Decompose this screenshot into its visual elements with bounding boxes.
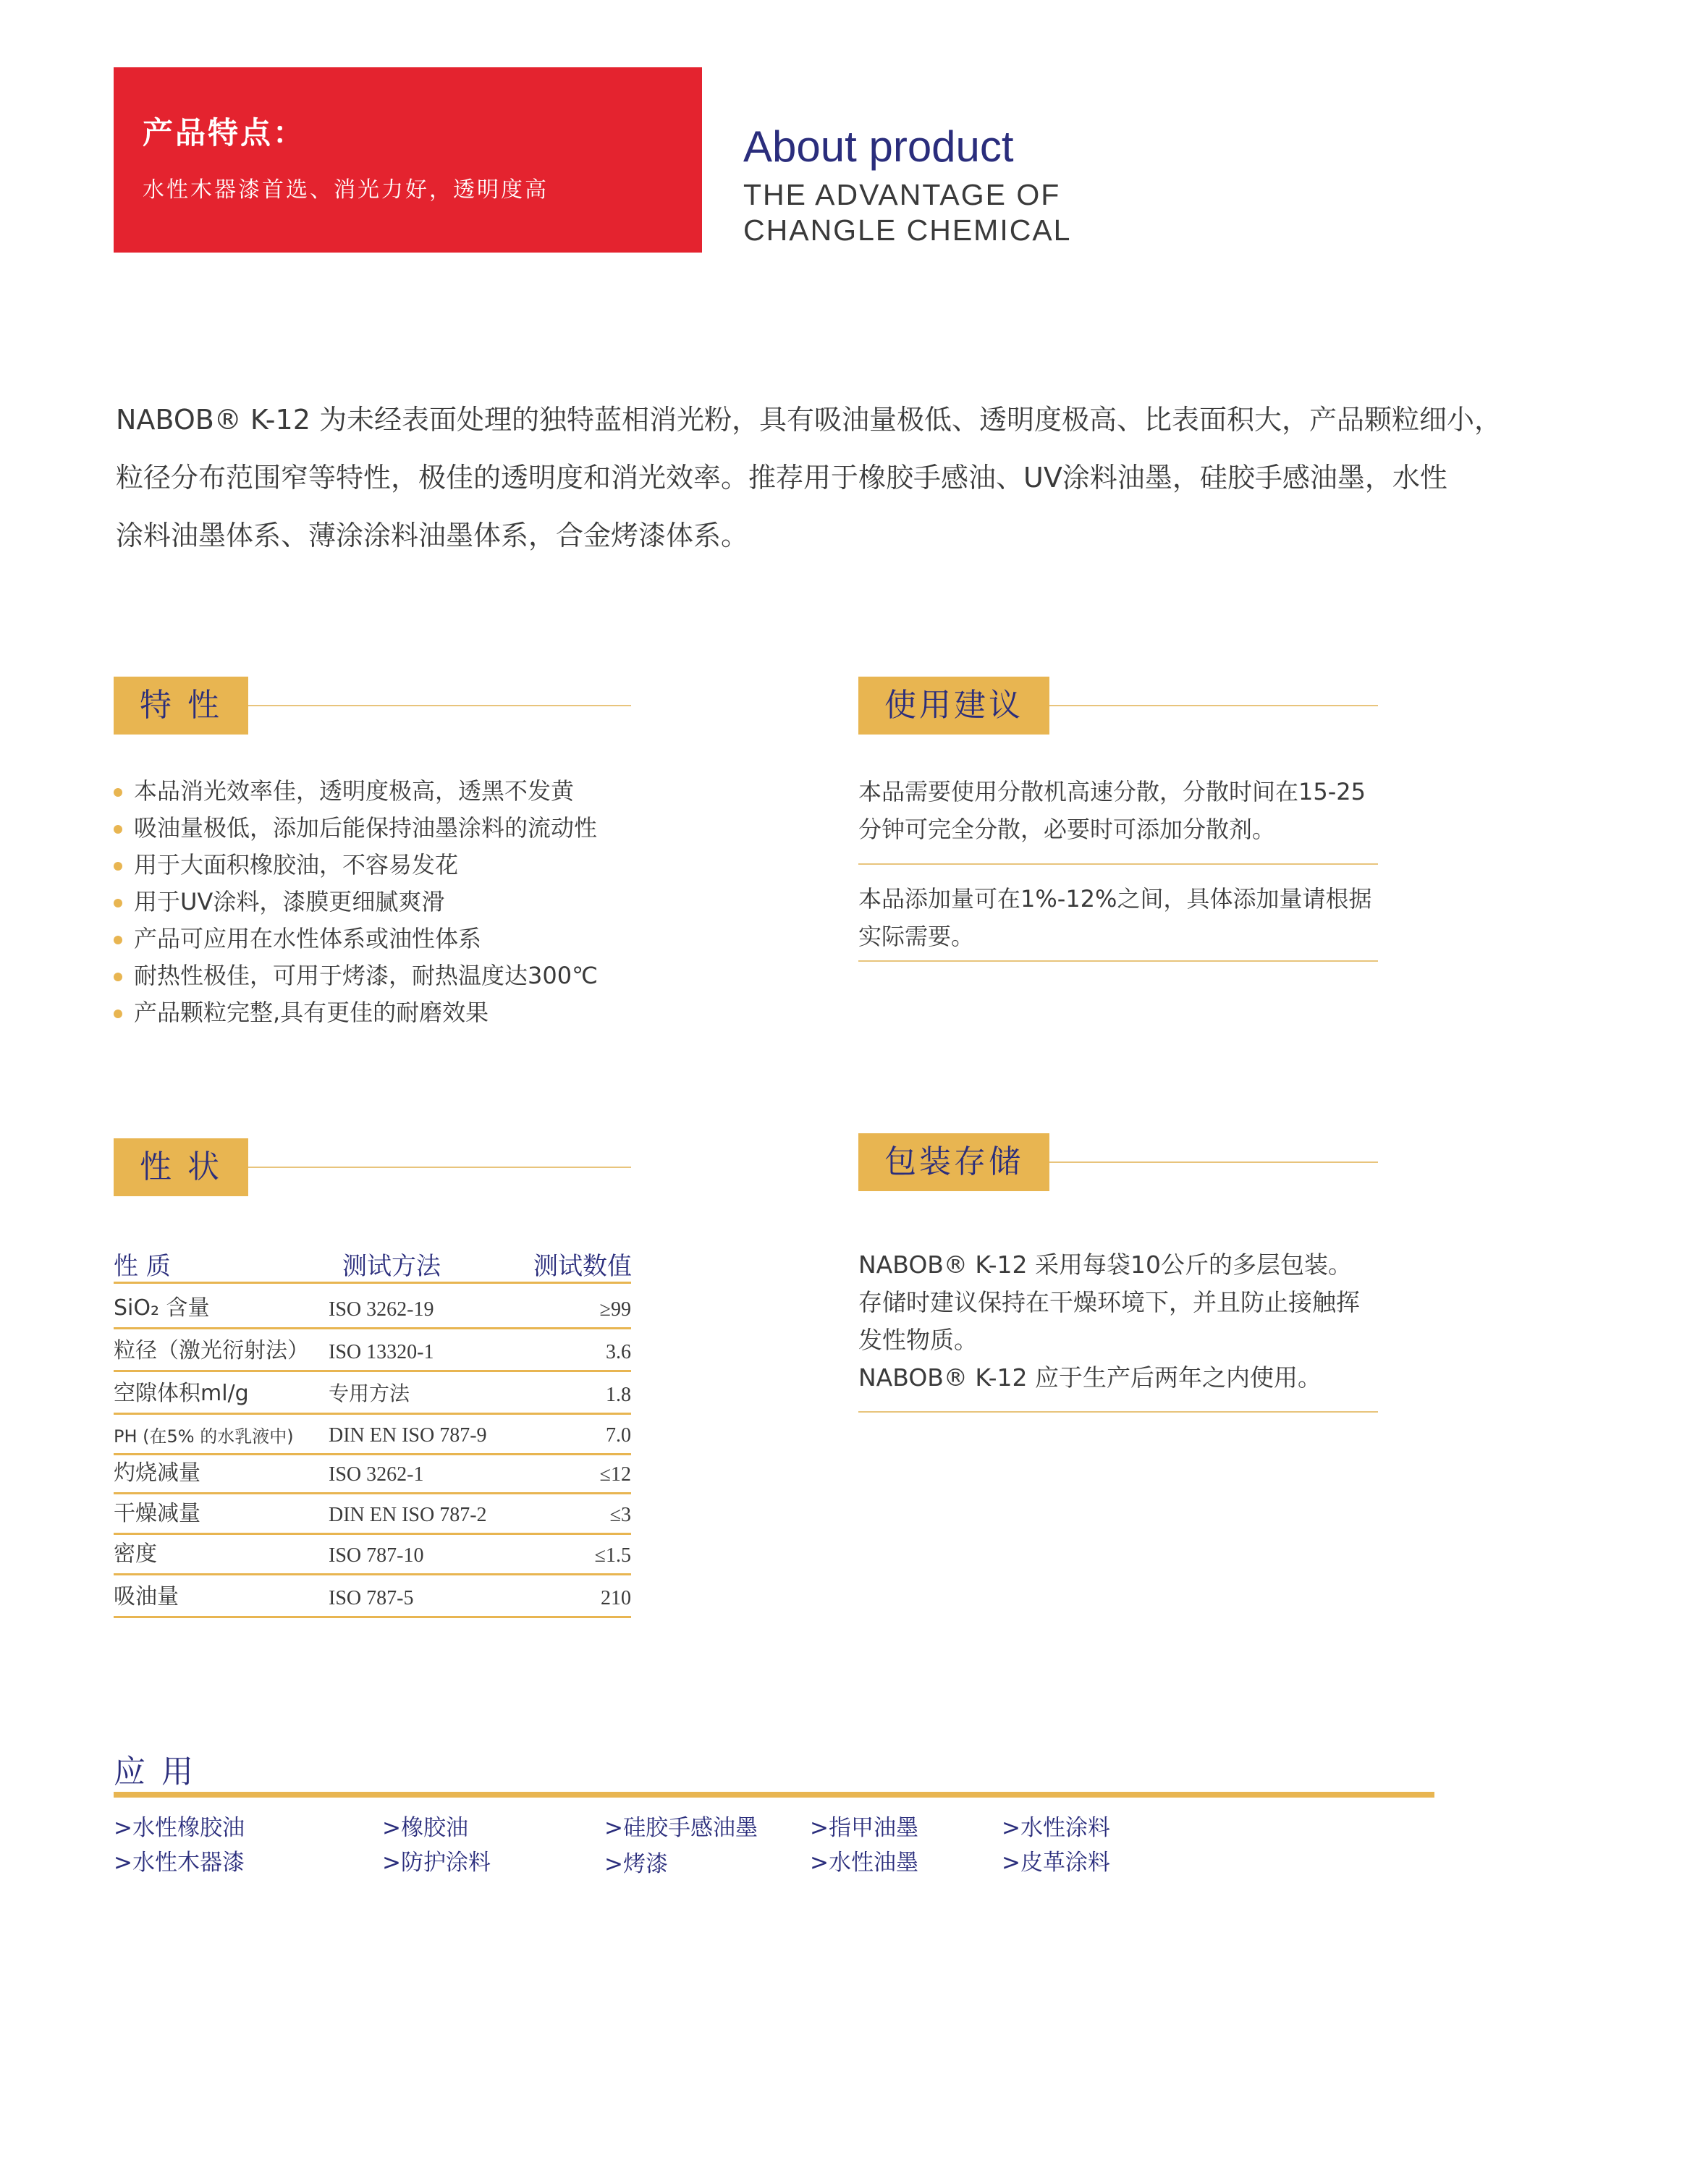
header-red-block [114,67,702,253]
features-section-title: 特 性 [114,677,248,735]
bullet-icon [114,788,122,797]
storage-section-title: 包装存储 [858,1133,1049,1191]
bullet-icon [114,825,122,834]
table-row: 空隙体积ml/g 专用方法 1.8 [114,1372,631,1415]
application-item: >硅胶手感油墨 [604,1815,758,1841]
features-section-header [114,677,631,735]
feature-item: 吸油量极低，添加后能保持油墨涂料的流动性 [114,810,598,847]
col-header-method: 测试方法 [342,1252,441,1281]
application-item: >水性木器漆 [114,1850,245,1876]
usage-block-1: 本品需要使用分散机高速分散，分散时间在15-25 分钟可完全分散，必要时可添加分散剂。 [858,778,1366,843]
bullet-icon [114,862,122,871]
application-item: >烤漆 [604,1851,668,1877]
application-item: >水性橡胶油 [114,1815,245,1841]
bullet-icon [114,899,122,907]
storage-section-header [858,1133,1378,1191]
table-row: 吸油量 ISO 787-5 210 [114,1575,631,1618]
application-item: >防护涂料 [382,1850,491,1876]
col-header-value: 测试数值 [533,1252,632,1281]
usage-block-2: 本品添加量可在1%-12%之间，具体添加量请根据 实际需要。 [858,885,1372,950]
usage-divider [858,960,1378,962]
application-title: 应 用 [114,1753,196,1790]
about-product-subtitle [743,177,1071,248]
feature-item: 用于大面积橡胶油，不容易发花 [114,847,598,884]
table-row: 灼烧减量 ISO 3262-1 ≤12 [114,1452,631,1494]
usage-divider [858,863,1378,865]
application-item: >水性涂料 [1002,1815,1110,1841]
section-divider [1049,705,1378,706]
feature-item: 耐热性极佳，可用于烤漆，耐热温度达300℃ [114,957,598,994]
section-divider [1049,1161,1378,1163]
application-item: >水性油墨 [810,1850,918,1876]
about-sub-line-1: THE ADVANTAGE OF [743,178,1061,211]
features-list [114,773,598,1031]
properties-section-header [114,1138,631,1196]
section-divider [248,1167,631,1168]
table-row: SiO₂ 含量 ISO 3262-19 ≥99 [114,1287,631,1329]
product-features-subtitle: 水性木器漆首选、消光力好，透明度高 [143,177,549,203]
intro-paragraph [116,391,1607,564]
table-row: PH (在5% 的水乳液中) DIN EN ISO 787-9 7.0 [114,1413,631,1455]
table-row: 干燥减量 DIN EN ISO 787-2 ≤3 [114,1492,631,1535]
table-row: 密度 ISO 787-10 ≤1.5 [114,1533,631,1575]
feature-item: 用于UV涂料，漆膜更细腻爽滑 [114,884,598,921]
intro-line-1: NABOB® K-12 为未经表面处理的独特蓝相消光粉，具有吸油量极低、透明度极高、比表面积大，产品颗粒细小， [116,404,1502,436]
feature-item: 产品颗粒完整,具有更佳的耐磨效果 [114,994,598,1031]
usage-section-title: 使用建议 [858,677,1049,735]
intro-line-3: 涂料油墨体系、薄涂涂料油墨体系，合金烤漆体系。 [116,520,749,551]
storage-divider [858,1411,1378,1413]
about-sub-line-2: CHANGLE CHEMICAL [743,213,1072,247]
product-features-title: 产品特点： [143,115,306,151]
bullet-icon [114,1010,122,1018]
feature-item: 产品可应用在水性体系或油性体系 [114,921,598,957]
application-item: >橡胶油 [382,1815,468,1841]
feature-item: 本品消光效率佳，透明度极高，透黑不发黄 [114,773,598,810]
properties-section-title: 性 状 [114,1138,248,1196]
table-header-rule [114,1282,631,1284]
bullet-icon [114,973,122,981]
application-bar [114,1792,1434,1798]
application-item: >皮革涂料 [1002,1850,1110,1876]
col-header-property: 性 质 [114,1252,171,1281]
storage-text: NABOB® K-12 采用每袋10公斤的多层包装。 存储时建议保持在干燥环境下，并且防止接触挥 发性物质。 NABOB® K-12 应于生产后两年之内使用。 [858,1250,1360,1392]
application-item: >指甲油墨 [810,1815,918,1841]
bullet-icon [114,936,122,944]
about-product-title: About product [743,122,1014,171]
table-row: 粒径（激光衍射法） ISO 13320-1 3.6 [114,1329,631,1372]
usage-section-header [858,677,1378,735]
section-divider [248,705,631,706]
intro-line-2: 粒径分布范围窄等特性，极佳的透明度和消光效率。推荐用于橡胶手感油、UV涂料油墨，硅胶手感油墨，水性 [116,462,1447,494]
